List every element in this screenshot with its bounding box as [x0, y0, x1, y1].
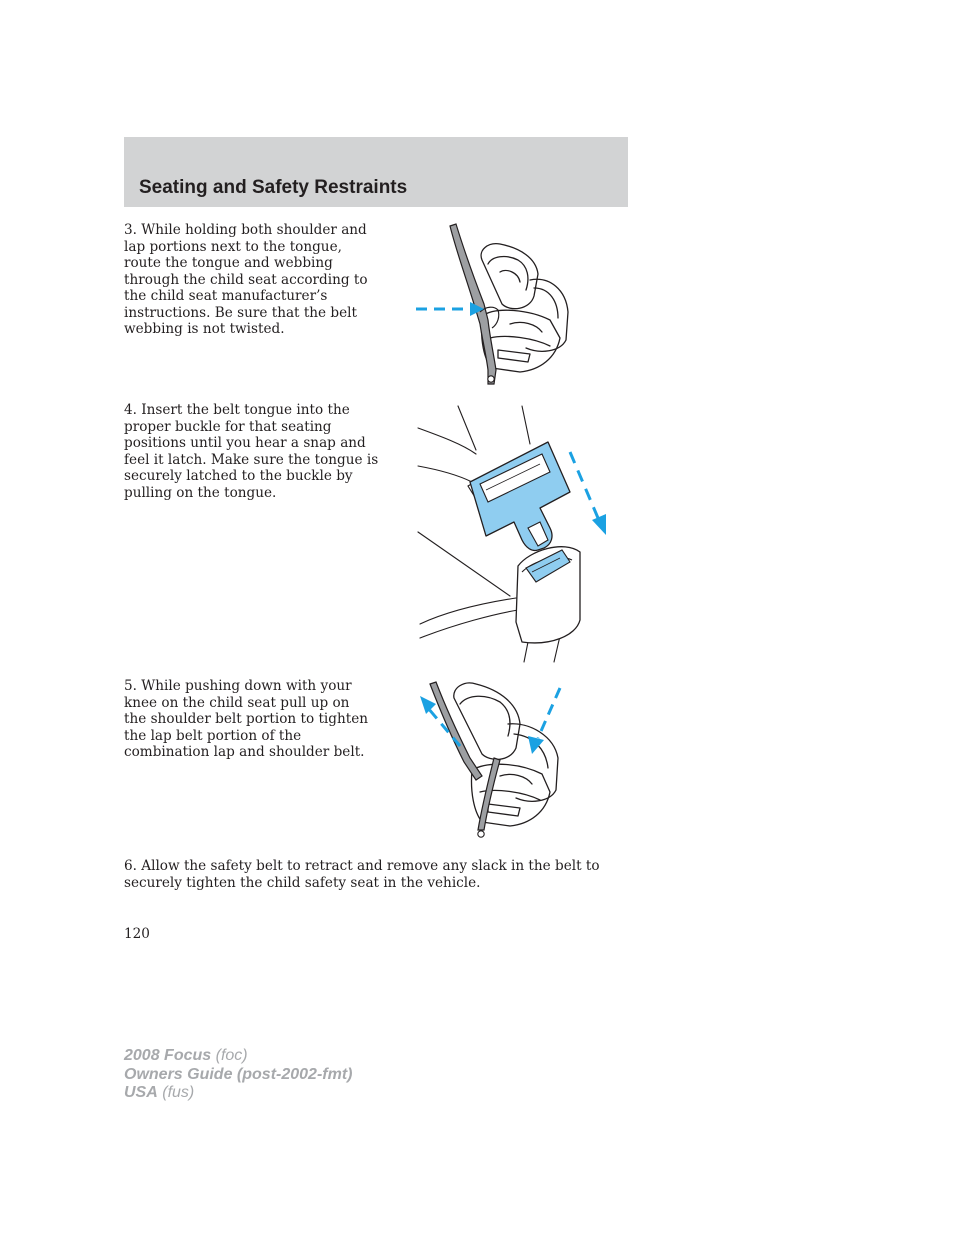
footer-market-code: (fus) [162, 1084, 195, 1101]
footer-market-name: USA [124, 1084, 158, 1101]
footer-document-info [124, 1047, 352, 1103]
step-4-text: 4. Insert the belt tongue into the proper buckle for that seating positions until you hear a snap and feel it latch. Make sure the tongue is securely latched to the buckle by pulling on the tongue. [124, 402, 379, 501]
belt-tongue-buckle-illustration [410, 400, 620, 665]
step-3-text: 3. While holding both shoulder and lap portions next to the tongue, route the tongue and webbing through the child seat according to the child seat manufacturer’s instructions. Be sure that the belt webbing is not twisted. [124, 222, 368, 337]
footer-model-code: (foc) [215, 1047, 248, 1064]
section-title: Seating and Safety Restraints [139, 177, 408, 198]
child-seat-tightening-illustration [410, 678, 585, 846]
footer-line-guide [124, 1066, 352, 1085]
footer-line-market [124, 1084, 352, 1103]
footer-model-name: 2008 Focus [124, 1047, 212, 1064]
footer-line-model [124, 1047, 352, 1066]
step-5-text: 5. While pushing down with your knee on the child seat pull up on the shoulder belt portion to tighten the lap belt portion of the combination lap and shoulder belt. [124, 678, 368, 760]
page-number: 120 [124, 926, 150, 942]
child-seat-routing-illustration [410, 220, 580, 390]
step-6-text: 6. Allow the safety belt to retract and remove any slack in the belt to securely tighten the child safety seat in the vehicle. [124, 858, 600, 891]
section-header-band [124, 137, 628, 207]
footer-guide-name: Owners Guide (post-2002-fmt) [124, 1065, 353, 1083]
